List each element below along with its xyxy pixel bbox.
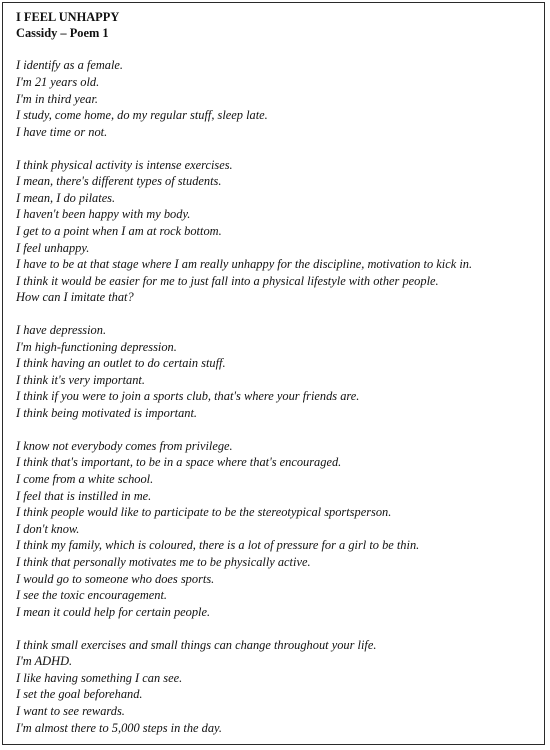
poem-line: I set the goal beforehand. <box>16 687 143 702</box>
poem-line: I think if you were to join a sports club, that's where your friends are. <box>16 389 360 404</box>
poem-line: I feel unhappy. <box>16 240 90 255</box>
stanza-5 <box>16 637 536 737</box>
poem-line: I think being motivated is important. <box>16 406 198 421</box>
stanza-1 <box>16 57 536 140</box>
poem-line: I don't know. <box>16 521 80 536</box>
poem-subtitle: Cassidy – Poem 1 <box>16 26 109 41</box>
poem-line: I think it would be easier for me to just fall into a physical lifestyle with other people. <box>16 273 439 288</box>
poem-line: I think small exercises and small things can change throughout your life. <box>16 637 377 652</box>
poem-line: I come from a white school. <box>16 472 154 487</box>
poem-line: I'm in third year. <box>16 91 99 106</box>
poem-line: I identify as a female. <box>16 58 124 73</box>
poem-line: I know not everybody comes from privilege. <box>16 438 233 453</box>
poem-line: I'm high-functioning depression. <box>16 339 177 354</box>
poem-line: I think people would like to participate to be the stereotypical sportsperson. <box>16 505 392 520</box>
poem-line: I'm 21 years old. <box>16 75 100 89</box>
poem-line: I study, come home, do my regular stuff, sleep late. <box>16 108 268 123</box>
stanza-2 <box>16 157 536 306</box>
poem-line: I feel that is instilled in me. <box>16 488 152 503</box>
poem-line: I have time or not. <box>16 124 108 139</box>
poem-line: I think that's important, to be in a space where that's encouraged. <box>16 455 342 470</box>
poem-line: I have depression. <box>16 323 107 338</box>
stanza-4 <box>16 438 536 621</box>
poem-line: I'm almost there to 5,000 steps in the day. <box>16 720 222 735</box>
poem-line: I haven't been happy with my body. <box>16 207 191 222</box>
poem-line: I think having an outlet to do certain stuff. <box>16 356 226 371</box>
poem-line: I have to be at that stage where I am really unhappy for the discipline, motivation to kick in. <box>16 257 473 272</box>
poem-line: I see the toxic encouragement. <box>16 588 168 603</box>
poem-line: How can I imitate that? <box>16 290 134 305</box>
poem-line: I would go to someone who does sports. <box>16 571 215 586</box>
poem-line: I think it's very important. <box>16 372 145 387</box>
poem-line: I mean, I do pilates. <box>16 190 116 205</box>
poem-line: I get to a point when I am at rock bottom. <box>16 223 222 238</box>
poem-line: I think my family, which is coloured, there is a lot of pressure for a girl to be thin. <box>16 538 420 553</box>
poem-line: I mean it could help for certain people. <box>16 604 211 619</box>
poem-line: I think physical activity is intense exercises. <box>16 157 233 172</box>
poem-line: I'm ADHD. <box>16 654 73 669</box>
poem-line: I mean, there's different types of students. <box>16 174 222 189</box>
poem-line: I want to see rewards. <box>16 703 125 718</box>
poem-line: I think that personally motivates me to be physically active. <box>16 555 311 569</box>
poem-line: I like having something I can see. <box>16 670 183 685</box>
poem-title: I FEEL UNHAPPY <box>16 10 120 24</box>
stanza-3 <box>16 322 536 422</box>
poem-body <box>16 57 536 736</box>
poem-box <box>2 2 545 745</box>
